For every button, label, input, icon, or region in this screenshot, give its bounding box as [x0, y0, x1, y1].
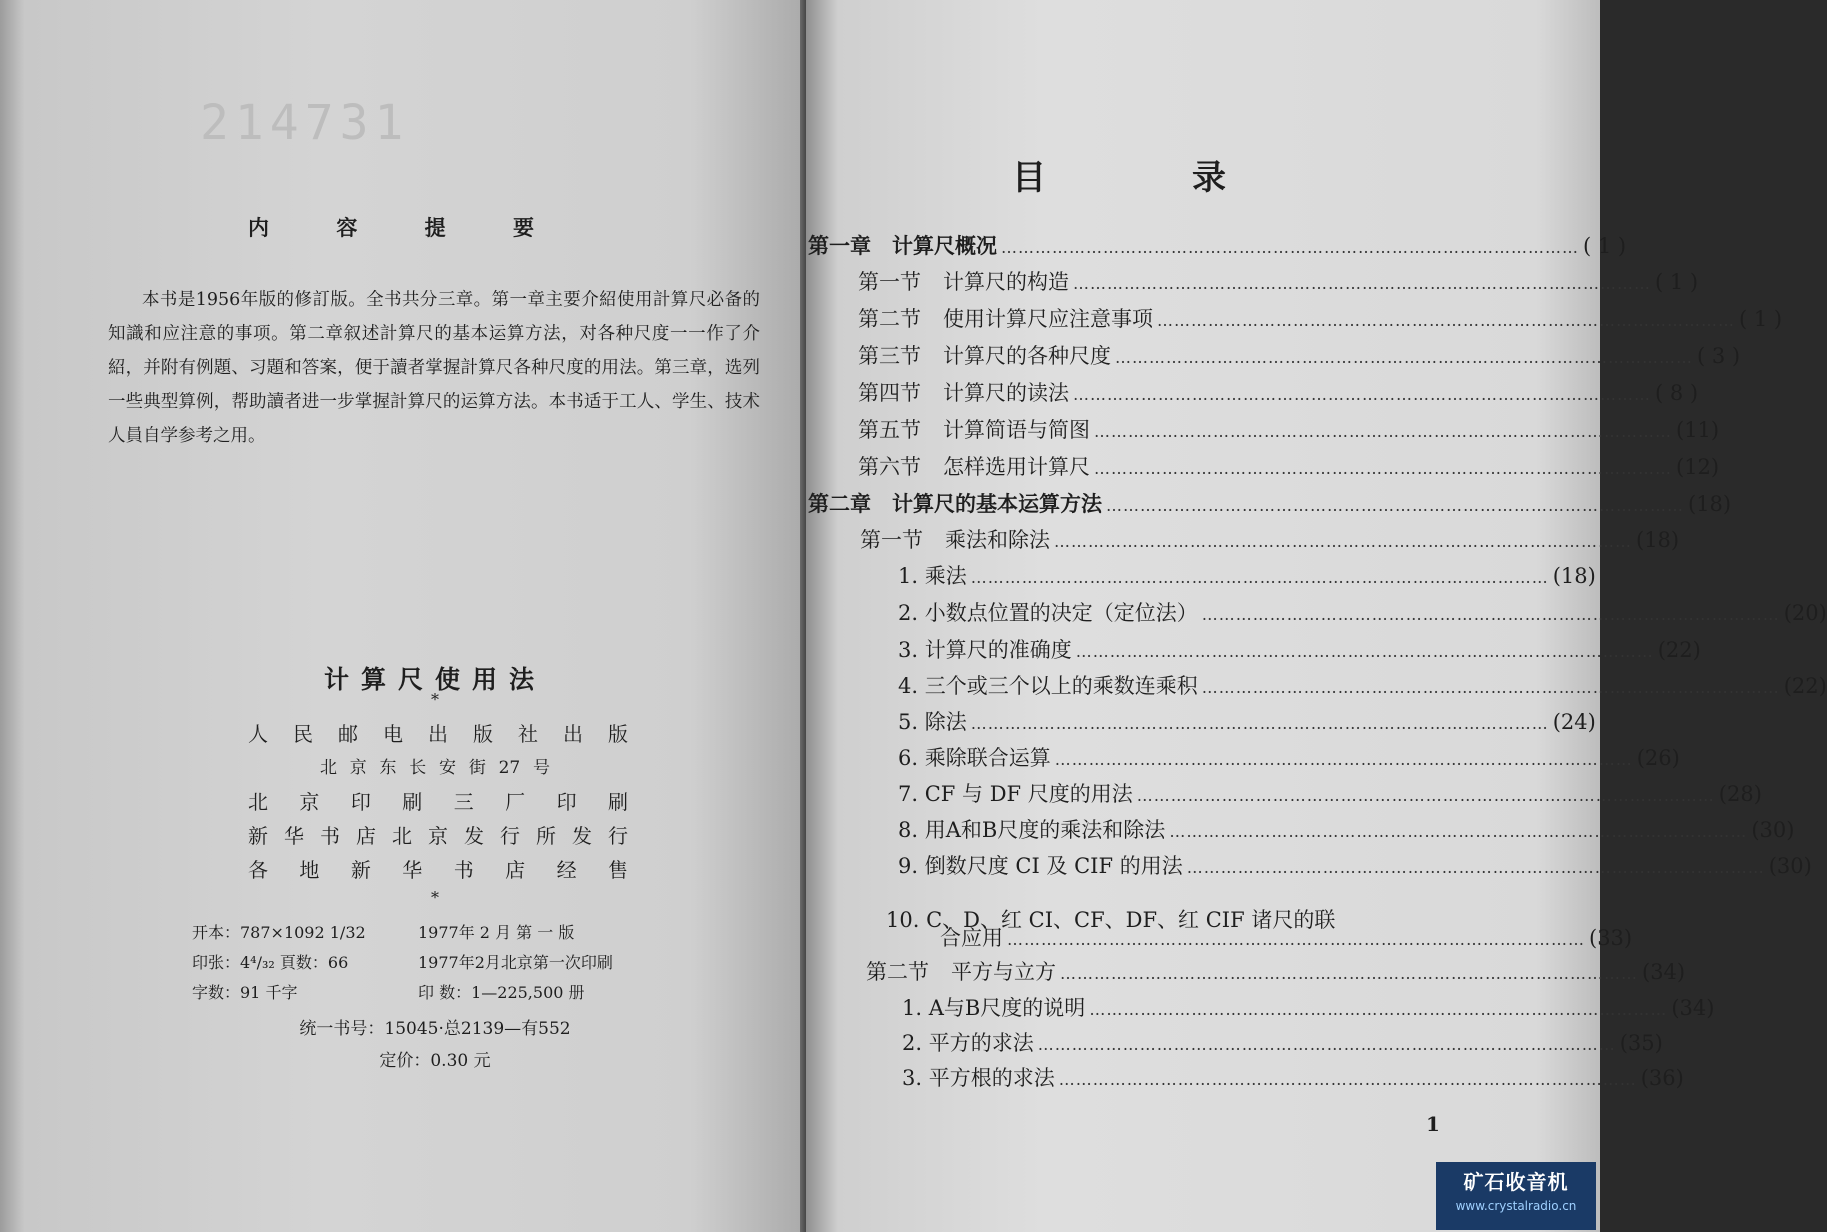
toc-entry-label: 第一节	[858, 270, 921, 294]
toc-entry	[898, 850, 1812, 884]
toc-section-name: 计算简语与简图	[943, 418, 1090, 442]
toc-page-ref: (34)	[1671, 996, 1715, 1020]
toc-entry-label: 7. CF 与 DF 尺度的用法	[898, 782, 1133, 806]
toc-entry-label: 1. 乘法	[898, 564, 967, 588]
toc-leader-dots: …………………………………………………………………………………………	[1007, 930, 1585, 949]
toc-page-ref: ( 1 )	[1583, 234, 1627, 258]
toc-page-ref: (30)	[1751, 818, 1795, 842]
toc-page-ref: (34)	[1642, 960, 1686, 984]
toc-entry	[898, 814, 1795, 848]
toc-leader-dots: …………………………………………………………………………………………	[1073, 385, 1651, 404]
toc-entry-label: 2. 小数点位置的决定（定位法）	[898, 601, 1198, 625]
toc-entry	[898, 778, 1762, 812]
toc-page-ref: (36)	[1640, 1066, 1684, 1090]
toc-leader-dots: …………………………………………………………………………………………	[970, 568, 1549, 587]
colophon-format: 开本：787×1092 1/32	[192, 923, 366, 942]
divider-star: *	[431, 888, 439, 907]
toc-section-name: 计算尺的构造	[943, 270, 1069, 294]
toc-entry	[858, 303, 1783, 337]
publisher: 人民邮电出版社出版	[248, 722, 628, 746]
ghost-stamp-number: 214731	[200, 95, 410, 151]
toc-section-name: 计算尺的读法	[943, 381, 1069, 405]
toc-entry	[898, 634, 1701, 668]
toc-leader-dots: …………………………………………………………………………………………	[1089, 1000, 1668, 1019]
toc-leader-dots: …………………………………………………………………………………………	[1136, 786, 1715, 805]
toc-page-ref: (18)	[1636, 528, 1680, 552]
toc-entry-continued: 10. C、D、红 CI、CF、DF、红 CIF 诸尺的联	[886, 908, 1336, 932]
book-title: 计算尺使用法	[323, 665, 546, 694]
toc-page-ref: ( 1 )	[1655, 270, 1699, 294]
toc-entry-label: 合应用	[940, 926, 1003, 950]
toc-entry-label: 第六节	[858, 455, 921, 479]
watermark-title: 矿石收音机	[1463, 1170, 1569, 1194]
colophon-sheets: 印张：4⁴/₃₂ 頁数：66	[192, 953, 349, 972]
toc-entry	[902, 992, 1715, 1026]
toc-leader-dots: …………………………………………………………………………………………	[1058, 1070, 1637, 1089]
colophon-price: 定价：0.30 元	[379, 1051, 491, 1071]
toc-entry	[898, 706, 1596, 740]
left-page	[0, 0, 812, 1232]
toc-page-ref: (12)	[1676, 455, 1720, 479]
toc-leader-dots: …………………………………………………………………………………………	[1054, 532, 1632, 551]
toc-entry	[858, 377, 1699, 411]
watermark-url: www.crystalradio.cn	[1455, 1199, 1577, 1213]
toc-leader-dots: …………………………………………………………………………………………	[1037, 1035, 1616, 1054]
colophon-book-number: 统一书号：15045·总2139—有552	[299, 1019, 571, 1039]
toc-page-ref: (22)	[1657, 638, 1701, 662]
toc-entry	[858, 266, 1699, 300]
toc-leader-dots: …………………………………………………………………………………………	[1201, 678, 1780, 697]
site-watermark	[1436, 1162, 1596, 1230]
toc-chapter-entry	[808, 230, 1627, 264]
colophon-print-run: 印 数：1—225,500 册	[418, 983, 585, 1002]
toc-page-ref: (30)	[1768, 854, 1812, 878]
divider-star: *	[431, 690, 439, 709]
toc-page-ref: ( 1 )	[1739, 307, 1783, 331]
toc-entry-label: 第二节	[866, 960, 929, 984]
colophon-printing: 1977年2月北京第一次印刷	[418, 953, 613, 972]
toc-entry-label: 1. A与B尺度的说明	[902, 996, 1086, 1020]
toc-leader-dots: …………………………………………………………………………………………	[1201, 605, 1780, 624]
printer: 北京印刷三厂印刷	[248, 790, 628, 814]
toc-section-name: 平方与立方	[951, 960, 1056, 984]
toc-leader-dots: …………………………………………………………………………………………	[1094, 459, 1672, 478]
summary-text: 本书是1956年版的修訂版。全书共分三章。第一章主要介紹使用計算尺必备的知識和应注意的事项。第二章叙述計算尺的基本运算方法，对各种尺度一一作了介紹，并附有例題、习題和答案，便于讀者掌握計算尺各种尺度的用法。第三章，选列一些典型算例，帮助讀者进一步掌握計算尺的运算方法。本书适于工人、学生、技术人員自学参考之用。	[108, 290, 760, 446]
toc-entry	[902, 1062, 1684, 1096]
toc-entry-label: 第五节	[858, 418, 921, 442]
toc-entry-label: 3. 平方根的求法	[902, 1066, 1055, 1090]
toc-leader-dots: …………………………………………………………………………………………	[1115, 348, 1693, 367]
page-number: 1	[1426, 1112, 1440, 1136]
toc-entry-label: 第一节	[860, 528, 923, 552]
toc-leader-dots: …………………………………………………………………………………………	[1075, 642, 1654, 661]
toc-entry	[858, 340, 1741, 374]
toc-leader-dots: …………………………………………………………………………………………	[1001, 238, 1579, 257]
toc-entry	[898, 670, 1827, 704]
toc-leader-dots: …………………………………………………………………………………………	[1054, 750, 1633, 769]
toc-entry-label: 4. 三个或三个以上的乘数连乘积	[898, 674, 1198, 698]
toc-entry	[898, 742, 1680, 776]
toc-entry-label: 3. 计算尺的准确度	[898, 638, 1072, 662]
toc-page-ref: (18)	[1552, 564, 1596, 588]
toc-entry-label: 8. 用A和B尺度的乘法和除法	[898, 818, 1166, 842]
toc-entry-label: 第三节	[858, 344, 921, 368]
toc-entry-label: 5. 除法	[898, 710, 967, 734]
toc-leader-dots: …………………………………………………………………………………………	[1186, 858, 1765, 877]
toc-entry	[860, 524, 1680, 558]
toc-entry-label: 第二章 计算尺的基本运算方法	[808, 491, 1102, 516]
toc-page-ref: (33)	[1589, 926, 1633, 950]
colophon-edition: 1977年 2 月 第 一 版	[418, 923, 575, 942]
toc-page-ref: ( 3 )	[1697, 344, 1741, 368]
toc-section-name: 乘法和除法	[945, 528, 1050, 552]
toc-section-name: 怎样选用计算尺	[943, 455, 1090, 479]
seller: 各地新华书店经售	[248, 858, 628, 882]
toc-page-ref: (20)	[1783, 601, 1827, 625]
toc-entry	[898, 560, 1596, 594]
distributor: 新华书店北京发行所发行	[248, 824, 628, 848]
toc-leader-dots: …………………………………………………………………………………………	[1094, 422, 1672, 441]
toc-page-ref: (22)	[1783, 674, 1827, 698]
toc-entry-label: 6. 乘除联合运算	[898, 746, 1051, 770]
toc-leader-dots: …………………………………………………………………………………………	[1106, 496, 1684, 515]
toc-leader-dots: …………………………………………………………………………………………	[1073, 274, 1651, 293]
toc-entry-label: 第四节	[858, 381, 921, 405]
toc-page-ref: (18)	[1688, 492, 1732, 516]
toc-entry-label: 第一章 计算尺概况	[808, 233, 997, 258]
toc-entry	[898, 597, 1827, 631]
toc-entry	[858, 414, 1720, 448]
toc-entry-label: 2. 平方的求法	[902, 1031, 1034, 1055]
summary-title: 内 容 提 要	[248, 215, 564, 240]
toc-page-ref: (24)	[1552, 710, 1596, 734]
toc-chapter-entry	[808, 488, 1732, 522]
toc-title-char-1: 目	[1012, 158, 1046, 198]
toc-page-ref: (11)	[1676, 418, 1720, 442]
toc-entry	[866, 956, 1686, 990]
toc-entry	[902, 1027, 1663, 1061]
publisher-address: 北京东长安街27号	[320, 758, 550, 778]
toc-leader-dots: …………………………………………………………………………………………	[1157, 311, 1735, 330]
toc-page-ref: (35)	[1619, 1031, 1663, 1055]
colophon-words: 字数：91 千字	[192, 983, 298, 1002]
toc-title-char-2: 录	[1192, 158, 1226, 198]
toc-page-ref: (26)	[1636, 746, 1680, 770]
toc-entry-label: 9. 倒数尺度 CI 及 CIF 的用法	[898, 854, 1183, 878]
toc-leader-dots: …………………………………………………………………………………………	[1169, 822, 1748, 841]
toc-page-ref: ( 8 )	[1655, 381, 1699, 405]
toc-leader-dots: …………………………………………………………………………………………	[1060, 964, 1638, 983]
toc-section-name: 计算尺的各种尺度	[943, 344, 1111, 368]
toc-leader-dots: …………………………………………………………………………………………	[970, 714, 1549, 733]
toc-page-ref: (28)	[1718, 782, 1762, 806]
toc-entry	[858, 451, 1720, 485]
toc-entry-label: 第二节	[858, 307, 921, 331]
toc-section-name: 使用计算尺应注意事项	[943, 307, 1153, 331]
